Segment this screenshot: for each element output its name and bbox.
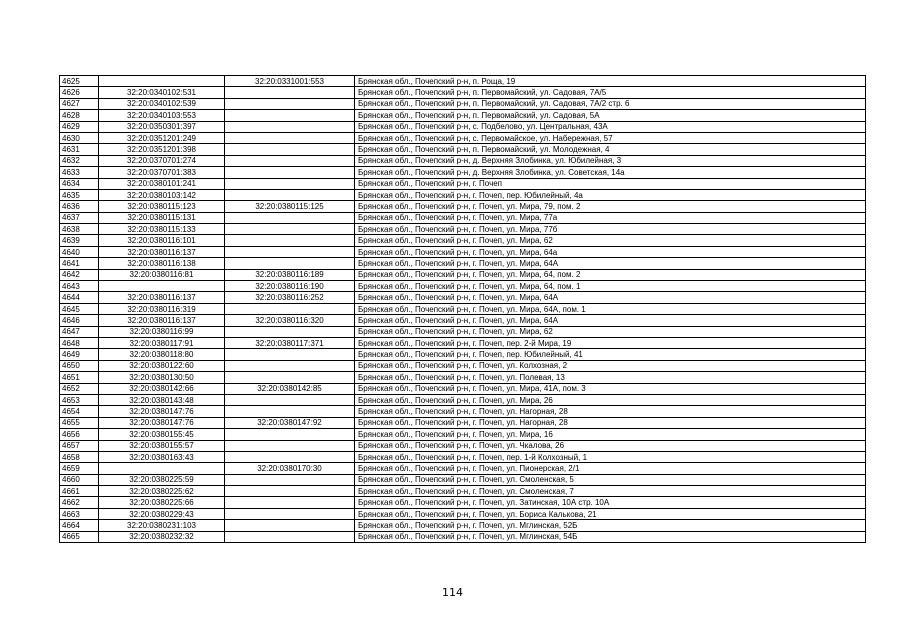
row-number-cell: 4648 bbox=[60, 337, 99, 348]
cadastral-number-cell: 32:20:0380231:103 bbox=[99, 520, 225, 531]
row-number-cell: 4657 bbox=[60, 440, 99, 451]
address-cell: Брянская обл., Почепский р-н, п. Первомайский, ул. Садовая, 7А/5 bbox=[355, 87, 866, 98]
related-cadastral-number-cell bbox=[225, 246, 355, 257]
address-cell: Брянская обл., Почепский р-н, г. Почеп, ул. Мира, 64, пом. 1 bbox=[355, 281, 866, 292]
address-cell: Брянская обл., Почепский р-н, г. Почеп, пер. 2-й Мира, 19 bbox=[355, 337, 866, 348]
row-number-cell: 4645 bbox=[60, 303, 99, 314]
row-number-cell: 4654 bbox=[60, 406, 99, 417]
address-cell: Брянская обл., Почепский р-н, г. Почеп, ул. Мира, 64А bbox=[355, 315, 866, 326]
address-cell: Брянская обл., Почепский р-н, г. Почеп, ул. Мира, 41А, пом. 3 bbox=[355, 383, 866, 394]
related-cadastral-number-cell bbox=[225, 406, 355, 417]
address-cell: Брянская обл., Почепский р-н, г. Почеп, ул. Мира, 16 bbox=[355, 429, 866, 440]
row-number-cell: 4639 bbox=[60, 235, 99, 246]
cadastral-number-cell: 32:20:0380225:59 bbox=[99, 474, 225, 485]
cadastral-number-cell bbox=[99, 281, 225, 292]
cadastral-number-cell: 32:20:0380116:319 bbox=[99, 303, 225, 314]
table-row bbox=[60, 383, 866, 394]
table-row bbox=[60, 178, 866, 189]
table-row bbox=[60, 497, 866, 508]
table-row bbox=[60, 87, 866, 98]
table-row bbox=[60, 110, 866, 121]
row-number-cell: 4665 bbox=[60, 531, 99, 542]
row-number-cell: 4636 bbox=[60, 201, 99, 212]
related-cadastral-number-cell: 32:20:0380115:125 bbox=[225, 201, 355, 212]
cadastral-number-cell: 32:20:0370701:274 bbox=[99, 155, 225, 166]
related-cadastral-number-cell bbox=[225, 360, 355, 371]
table-row bbox=[60, 76, 866, 87]
table-row bbox=[60, 235, 866, 246]
cadastral-number-cell: 32:20:0380155:45 bbox=[99, 429, 225, 440]
cadastral-number-cell: 32:20:0380232:32 bbox=[99, 531, 225, 542]
address-cell: Брянская обл., Почепский р-н, п. Роща, 19 bbox=[355, 76, 866, 87]
row-number-cell: 4656 bbox=[60, 429, 99, 440]
address-cell: Брянская обл., Почепский р-н, г. Почеп, ул. Бориса Калькова, 21 bbox=[355, 508, 866, 519]
address-cell: Брянская обл., Почепский р-н, г. Почеп, ул. Мира, 77а bbox=[355, 212, 866, 223]
cadastral-number-cell: 32:20:0380147:76 bbox=[99, 417, 225, 428]
cadastral-number-cell: 32:20:0340102:531 bbox=[99, 87, 225, 98]
row-number-cell: 4633 bbox=[60, 167, 99, 178]
address-cell: Брянская обл., Почепский р-н, г. Почеп, ул. Мира, 62 bbox=[355, 235, 866, 246]
related-cadastral-number-cell bbox=[225, 440, 355, 451]
cadastral-number-cell: 32:20:0350301:397 bbox=[99, 121, 225, 132]
cadastral-number-cell: 32:20:0340102:539 bbox=[99, 98, 225, 109]
table-row bbox=[60, 144, 866, 155]
cadastral-number-cell: 32:20:0380103:142 bbox=[99, 189, 225, 200]
address-cell: Брянская обл., Почепский р-н, г. Почеп, пер. 1-й Колхозный, 1 bbox=[355, 451, 866, 462]
address-cell: Брянская обл., Почепский р-н, с. Подбелово, ул. Центральная, 43А bbox=[355, 121, 866, 132]
related-cadastral-number-cell bbox=[225, 87, 355, 98]
table-row bbox=[60, 189, 866, 200]
address-cell: Брянская обл., Почепский р-н, г. Почеп, ул. Нагорная, 28 bbox=[355, 406, 866, 417]
cadastral-number-cell: 32:20:0380115:131 bbox=[99, 212, 225, 223]
row-number-cell: 4626 bbox=[60, 87, 99, 98]
row-number-cell: 4632 bbox=[60, 155, 99, 166]
row-number-cell: 4635 bbox=[60, 189, 99, 200]
related-cadastral-number-cell bbox=[225, 224, 355, 235]
address-cell: Брянская обл., Почепский р-н, г. Почеп, ул. Мира, 62 bbox=[355, 326, 866, 337]
cadastral-number-cell: 32:20:0380116:137 bbox=[99, 315, 225, 326]
address-cell: Брянская обл., Почепский р-н, г. Почеп, ул. Затинская, 10А стр. 10А bbox=[355, 497, 866, 508]
row-number-cell: 4663 bbox=[60, 508, 99, 519]
table-row bbox=[60, 520, 866, 531]
cadastral-number-cell: 32:20:0380142:66 bbox=[99, 383, 225, 394]
row-number-cell: 4658 bbox=[60, 451, 99, 462]
registry-table-container bbox=[59, 75, 865, 543]
related-cadastral-number-cell bbox=[225, 212, 355, 223]
table-row bbox=[60, 224, 866, 235]
row-number-cell: 4661 bbox=[60, 486, 99, 497]
row-number-cell: 4655 bbox=[60, 417, 99, 428]
address-cell: Брянская обл., Почепский р-н, г. Почеп, ул. Мира, 64А, пом. 1 bbox=[355, 303, 866, 314]
address-cell: Брянская обл., Почепский р-н, г. Почеп, ул. Чкалова, 26 bbox=[355, 440, 866, 451]
address-cell: Брянская обл., Почепский р-н, г. Почеп, ул. Смоленская, 5 bbox=[355, 474, 866, 485]
table-row bbox=[60, 440, 866, 451]
address-cell: Брянская обл., Почепский р-н, п. Первомайский, ул. Садовая, 5А bbox=[355, 110, 866, 121]
row-number-cell: 4634 bbox=[60, 178, 99, 189]
related-cadastral-number-cell bbox=[225, 326, 355, 337]
address-cell: Брянская обл., Почепский р-н, г. Почеп, ул. Пионерская, 2/1 bbox=[355, 463, 866, 474]
row-number-cell: 4647 bbox=[60, 326, 99, 337]
cadastral-number-cell: 32:20:0380116:137 bbox=[99, 292, 225, 303]
address-cell: Брянская обл., Почепский р-н, г. Почеп, пер. Юбилейный, 41 bbox=[355, 349, 866, 360]
table-row bbox=[60, 372, 866, 383]
related-cadastral-number-cell: 32:20:0380170:30 bbox=[225, 463, 355, 474]
related-cadastral-number-cell bbox=[225, 167, 355, 178]
address-cell: Брянская обл., Почепский р-н, г. Почеп, ул. Мглинская, 52Б bbox=[355, 520, 866, 531]
related-cadastral-number-cell: 32:20:0331001:553 bbox=[225, 76, 355, 87]
table-row bbox=[60, 508, 866, 519]
address-cell: Брянская обл., Почепский р-н, г. Почеп, ул. Мира, 64, пом. 2 bbox=[355, 269, 866, 280]
table-row bbox=[60, 132, 866, 143]
table-row bbox=[60, 417, 866, 428]
cadastral-number-cell: 32:20:0380115:123 bbox=[99, 201, 225, 212]
row-number-cell: 4629 bbox=[60, 121, 99, 132]
table-row bbox=[60, 246, 866, 257]
table-row bbox=[60, 463, 866, 474]
table-row bbox=[60, 258, 866, 269]
address-cell: Брянская обл., Почепский р-н, г. Почеп, ул. Мира, 64А bbox=[355, 292, 866, 303]
address-cell: Брянская обл., Почепский р-н, г. Почеп, ул. Смоленская, 7 bbox=[355, 486, 866, 497]
related-cadastral-number-cell bbox=[225, 121, 355, 132]
table-row bbox=[60, 201, 866, 212]
address-cell: Брянская обл., Почепский р-н, п. Первомайский, ул. Садовая, 7А/2 стр. 6 bbox=[355, 98, 866, 109]
cadastral-number-cell bbox=[99, 76, 225, 87]
related-cadastral-number-cell: 32:20:0380116:320 bbox=[225, 315, 355, 326]
address-cell: Брянская обл., Почепский р-н, г. Почеп, ул. Нагорная, 28 bbox=[355, 417, 866, 428]
table-row bbox=[60, 315, 866, 326]
related-cadastral-number-cell: 32:20:0380147:92 bbox=[225, 417, 355, 428]
table-row bbox=[60, 394, 866, 405]
cadastral-number-cell: 32:20:0380101:241 bbox=[99, 178, 225, 189]
cadastral-number-cell: 32:20:0380116:138 bbox=[99, 258, 225, 269]
cadastral-number-cell: 32:20:0380225:66 bbox=[99, 497, 225, 508]
address-cell: Брянская обл., Почепский р-н, г. Почеп, ул. Мира, 79, пом. 2 bbox=[355, 201, 866, 212]
row-number-cell: 4644 bbox=[60, 292, 99, 303]
table-row bbox=[60, 337, 866, 348]
related-cadastral-number-cell bbox=[225, 429, 355, 440]
table-row bbox=[60, 474, 866, 485]
cadastral-number-cell: 32:20:0380116:137 bbox=[99, 246, 225, 257]
cadastral-number-cell: 32:20:0380116:81 bbox=[99, 269, 225, 280]
registry-table bbox=[59, 75, 866, 543]
related-cadastral-number-cell bbox=[225, 486, 355, 497]
related-cadastral-number-cell bbox=[225, 520, 355, 531]
page-number: 114 bbox=[442, 586, 463, 599]
table-row bbox=[60, 451, 866, 462]
cadastral-number-cell: 32:20:0380229:43 bbox=[99, 508, 225, 519]
table-row bbox=[60, 167, 866, 178]
address-cell: Брянская обл., Почепский р-н, п. Первомайский, ул. Молодежная, 4 bbox=[355, 144, 866, 155]
related-cadastral-number-cell bbox=[225, 394, 355, 405]
cadastral-number-cell: 32:20:0380116:101 bbox=[99, 235, 225, 246]
address-cell: Брянская обл., Почепский р-н, г. Почеп, ул. Полевая, 13 bbox=[355, 372, 866, 383]
address-cell: Брянская обл., Почепский р-н, г. Почеп, ул. Мира, 64а bbox=[355, 246, 866, 257]
table-row bbox=[60, 349, 866, 360]
cadastral-number-cell: 32:20:0380155:57 bbox=[99, 440, 225, 451]
related-cadastral-number-cell bbox=[225, 132, 355, 143]
registry-table-body bbox=[60, 76, 866, 543]
cadastral-number-cell: 32:20:0380225:62 bbox=[99, 486, 225, 497]
address-cell: Брянская обл., Почепский р-н, г. Почеп bbox=[355, 178, 866, 189]
table-row bbox=[60, 121, 866, 132]
related-cadastral-number-cell bbox=[225, 508, 355, 519]
related-cadastral-number-cell bbox=[225, 303, 355, 314]
table-row bbox=[60, 155, 866, 166]
address-cell: Брянская обл., Почепский р-н, г. Почеп, ул. Мира, 26 bbox=[355, 394, 866, 405]
row-number-cell: 4664 bbox=[60, 520, 99, 531]
cadastral-number-cell: 32:20:0380147:76 bbox=[99, 406, 225, 417]
row-number-cell: 4625 bbox=[60, 76, 99, 87]
cadastral-number-cell: 32:20:0351201:398 bbox=[99, 144, 225, 155]
cadastral-number-cell: 32:20:0380116:99 bbox=[99, 326, 225, 337]
address-cell: Брянская обл., Почепский р-н, д. Верхняя Злобинка, ул. Юбилейная, 3 bbox=[355, 155, 866, 166]
row-number-cell: 4649 bbox=[60, 349, 99, 360]
table-row bbox=[60, 486, 866, 497]
related-cadastral-number-cell bbox=[225, 235, 355, 246]
row-number-cell: 4643 bbox=[60, 281, 99, 292]
cadastral-number-cell bbox=[99, 463, 225, 474]
row-number-cell: 4651 bbox=[60, 372, 99, 383]
row-number-cell: 4660 bbox=[60, 474, 99, 485]
cadastral-number-cell: 32:20:0380130:50 bbox=[99, 372, 225, 383]
cadastral-number-cell: 32:20:0380163:43 bbox=[99, 451, 225, 462]
cadastral-number-cell: 32:20:0370701:383 bbox=[99, 167, 225, 178]
table-row bbox=[60, 98, 866, 109]
table-row bbox=[60, 281, 866, 292]
table-row bbox=[60, 212, 866, 223]
table-row bbox=[60, 292, 866, 303]
cadastral-number-cell: 32:20:0351201:249 bbox=[99, 132, 225, 143]
row-number-cell: 4646 bbox=[60, 315, 99, 326]
address-cell: Брянская обл., Почепский р-н, г. Почеп, пер. Юбилейный, 4а bbox=[355, 189, 866, 200]
row-number-cell: 4653 bbox=[60, 394, 99, 405]
related-cadastral-number-cell: 32:20:0380116:252 bbox=[225, 292, 355, 303]
related-cadastral-number-cell bbox=[225, 531, 355, 542]
cadastral-number-cell: 32:20:0380115:133 bbox=[99, 224, 225, 235]
table-row bbox=[60, 531, 866, 542]
related-cadastral-number-cell: 32:20:0380116:190 bbox=[225, 281, 355, 292]
row-number-cell: 4642 bbox=[60, 269, 99, 280]
table-row bbox=[60, 269, 866, 280]
row-number-cell: 4627 bbox=[60, 98, 99, 109]
related-cadastral-number-cell bbox=[225, 155, 355, 166]
related-cadastral-number-cell bbox=[225, 349, 355, 360]
related-cadastral-number-cell bbox=[225, 497, 355, 508]
table-row bbox=[60, 406, 866, 417]
cadastral-number-cell: 32:20:0380118:80 bbox=[99, 349, 225, 360]
table-row bbox=[60, 303, 866, 314]
address-cell: Брянская обл., Почепский р-н, г. Почеп, ул. Колхозная, 2 bbox=[355, 360, 866, 371]
row-number-cell: 4641 bbox=[60, 258, 99, 269]
related-cadastral-number-cell: 32:20:0380117:371 bbox=[225, 337, 355, 348]
row-number-cell: 4650 bbox=[60, 360, 99, 371]
row-number-cell: 4652 bbox=[60, 383, 99, 394]
row-number-cell: 4631 bbox=[60, 144, 99, 155]
cadastral-number-cell: 32:20:0380122:60 bbox=[99, 360, 225, 371]
related-cadastral-number-cell bbox=[225, 98, 355, 109]
related-cadastral-number-cell bbox=[225, 178, 355, 189]
table-row bbox=[60, 429, 866, 440]
address-cell: Брянская обл., Почепский р-н, с. Первомайское, ул. Набережная, 57 bbox=[355, 132, 866, 143]
related-cadastral-number-cell bbox=[225, 258, 355, 269]
table-row bbox=[60, 326, 866, 337]
row-number-cell: 4638 bbox=[60, 224, 99, 235]
row-number-cell: 4640 bbox=[60, 246, 99, 257]
address-cell: Брянская обл., Почепский р-н, г. Почеп, ул. Мглинская, 54Б bbox=[355, 531, 866, 542]
cadastral-number-cell: 32:20:0340103:553 bbox=[99, 110, 225, 121]
related-cadastral-number-cell bbox=[225, 474, 355, 485]
related-cadastral-number-cell bbox=[225, 372, 355, 383]
related-cadastral-number-cell bbox=[225, 144, 355, 155]
row-number-cell: 4628 bbox=[60, 110, 99, 121]
address-cell: Брянская обл., Почепский р-н, д. Верхняя Злобинка, ул. Советская, 14а bbox=[355, 167, 866, 178]
related-cadastral-number-cell: 32:20:0380142:85 bbox=[225, 383, 355, 394]
related-cadastral-number-cell bbox=[225, 451, 355, 462]
address-cell: Брянская обл., Почепский р-н, г. Почеп, ул. Мира, 77б bbox=[355, 224, 866, 235]
table-row bbox=[60, 360, 866, 371]
related-cadastral-number-cell bbox=[225, 189, 355, 200]
row-number-cell: 4662 bbox=[60, 497, 99, 508]
related-cadastral-number-cell bbox=[225, 110, 355, 121]
cadastral-number-cell: 32:20:0380117:91 bbox=[99, 337, 225, 348]
address-cell: Брянская обл., Почепский р-н, г. Почеп, ул. Мира, 64А bbox=[355, 258, 866, 269]
row-number-cell: 4630 bbox=[60, 132, 99, 143]
row-number-cell: 4637 bbox=[60, 212, 99, 223]
cadastral-number-cell: 32:20:0380143:48 bbox=[99, 394, 225, 405]
row-number-cell: 4659 bbox=[60, 463, 99, 474]
related-cadastral-number-cell: 32:20:0380116:189 bbox=[225, 269, 355, 280]
